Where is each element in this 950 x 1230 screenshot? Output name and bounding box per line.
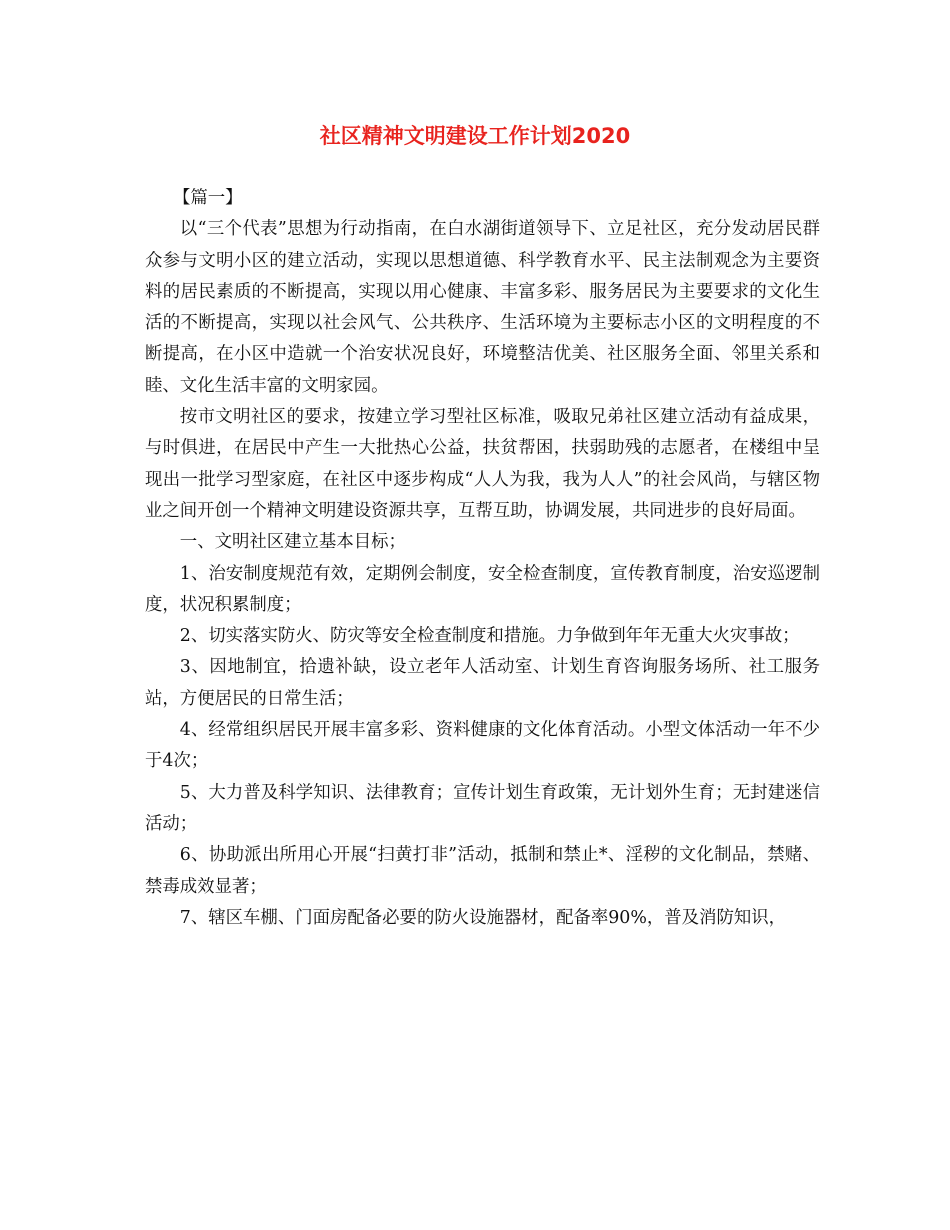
list-item: 3、因地制宜，拾遗补缺，设立老年人活动室、计划生育咨询服务场所、社工服务站，方便居民的日常生活； [145,657,820,709]
list-item: 6、协助派出所用心开展“扫黄打非”活动，抵制和禁止*、淫秽的文化制品，禁赌、禁毒成效显著； [145,845,820,897]
section-label: 【篇一】 [173,188,243,208]
paragraph: 按市文明社区的要求，按建立学习型社区标准，吸取兄弟社区建立活动有益成果，与时俱进，在居民中产生一大批热心公益，扶贫帮困，扶弱助残的志愿者，在楼组中呈现出一批学习型家庭，在社区中逐步构成“人人为我，我为人人”的社会风尚，与辖区物业之间开创一个精神文明建设资源共享，互帮互助，协调发展，共同进步的良好局面。 [145,407,820,521]
list-item: 2、切实落实防火、防灾等安全检查制度和措施。力争做到年年无重大火灾事故； [179,626,800,647]
document-title: 社区精神文明建设工作计划2020 [319,124,631,148]
list-item: 4、经常组织居民开展丰富多彩、资料健康的文化体育活动。小型文体活动一年不少于4次； [145,720,820,772]
document-body [145,183,820,934]
section-heading: 一、文明社区建立基本目标； [179,532,406,553]
list-item: 1、治安制度规范有效，定期例会制度，安全检查制度，宣传教育制度，治安巡逻制度，状况积累制度； [145,563,820,615]
paragraph: 以“三个代表”思想为行动指南，在白水湖街道领导下、立足社区，充分发动居民群众参与文明小区的建立活动，实现以思想道德、科学教育水平、民主法制观念为主要资料的居民素质的不断提高，实现以用心健康、丰富多彩、服务居民为主要要求的文化生活的不断提高，实现以社会风气、公共秩序、生活环境为主要标志小区的文明程度的不断提高，在小区中造就一个治安状况良好，环境整洁优美、社区服务全面、邻里关系和睦、文化生活丰富的文明家园。 [145,219,820,396]
list-item: 7、辖区车棚、门面房配备必要的防火设施器材，配备率90%，普及消防知识， [179,907,787,928]
list-item: 5、大力普及科学知识、法律教育；宣传计划生育政策，无计划外生育；无封建迷信活动； [145,782,820,834]
